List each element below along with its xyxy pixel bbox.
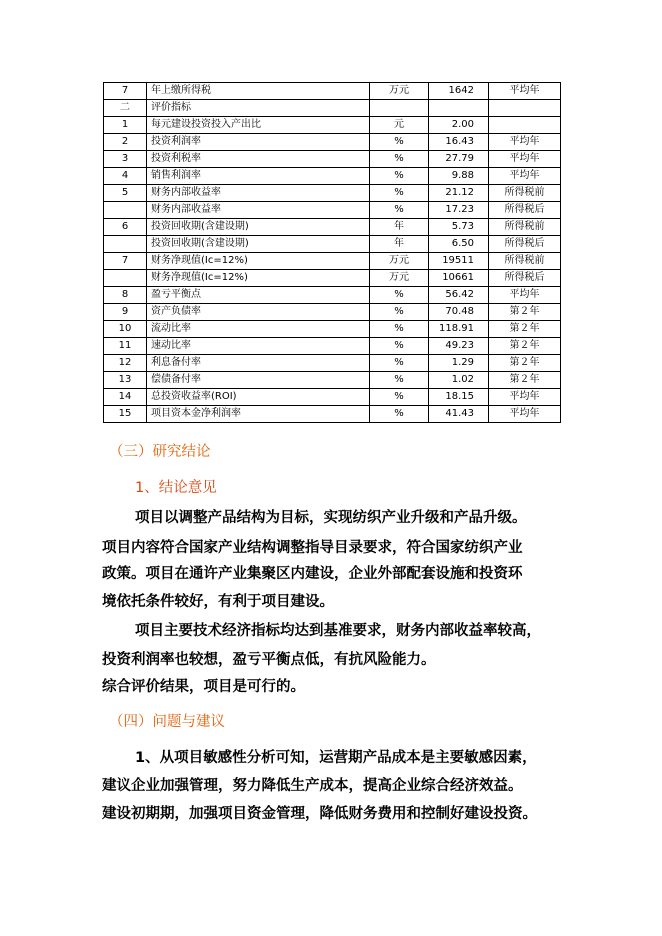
table-row (104, 406, 561, 423)
table-row (104, 287, 561, 304)
unit-cell: 年 (370, 219, 429, 236)
para-1-line-1: 项目以调整产品结构为目标，实现纺织产业升级和产品升级。 (135, 510, 527, 526)
note-cell: 第２年 (489, 372, 561, 389)
indicator-name: 项目资本金净利润率 (147, 406, 370, 423)
value-cell: 1642 (429, 83, 489, 100)
indicator-name: 速动比率 (147, 338, 370, 355)
indicator-name: 投资回收期(含建设期) (147, 219, 370, 236)
row-number: 2 (104, 134, 147, 151)
note-cell (489, 117, 561, 134)
unit-cell: % (370, 321, 429, 338)
unit-cell: % (370, 355, 429, 372)
row-number (104, 202, 147, 219)
note-cell: 所得税前 (489, 253, 561, 270)
value-cell (429, 100, 489, 117)
value-cell: 49.23 (429, 338, 489, 355)
para-1-line-3: 政策。项目在通许产业集聚区内建设，企业外部配套设施和投资环 (102, 566, 523, 582)
para-3: 综合评价结果，项目是可行的。 (102, 679, 305, 695)
note-cell: 平均年 (489, 151, 561, 168)
note-cell: 平均年 (489, 134, 561, 151)
unit-cell: % (370, 134, 429, 151)
table-row (104, 117, 561, 134)
value-cell: 9.88 (429, 168, 489, 185)
indicator-name: 流动比率 (147, 321, 370, 338)
value-cell: 10661 (429, 270, 489, 287)
row-number: 8 (104, 287, 147, 304)
indicator-name: 偿债备付率 (147, 372, 370, 389)
value-cell: 18.15 (429, 389, 489, 406)
row-number: 13 (104, 372, 147, 389)
indicator-name: 投资利税率 (147, 151, 370, 168)
table-row (104, 236, 561, 253)
unit-cell (370, 100, 429, 117)
table-row (104, 304, 561, 321)
para-4-line-3: 建设初期期，加强项目资金管理，降低财务费用和控制好建设投资。 (102, 806, 537, 822)
indicator-name: 利息备付率 (147, 355, 370, 372)
indicator-name: 财务内部收益率 (147, 185, 370, 202)
value-cell: 1.02 (429, 372, 489, 389)
value-cell: 118.91 (429, 321, 489, 338)
indicator-table (103, 82, 561, 423)
section-3-title: （三）研究结论 (109, 444, 211, 460)
note-cell (489, 100, 561, 117)
note-cell: 所得税前 (489, 219, 561, 236)
row-number (104, 236, 147, 253)
unit-cell: % (370, 389, 429, 406)
indicator-name: 财务净现值(Ic=12%) (147, 253, 370, 270)
para-4-line-1: 1、从项目敏感性分析可知，运营期产品成本是主要敏感因素， (135, 750, 537, 766)
note-cell: 平均年 (489, 168, 561, 185)
value-cell: 17.23 (429, 202, 489, 219)
indicator-name: 资产负债率 (147, 304, 370, 321)
row-number: 7 (104, 253, 147, 270)
unit-cell: % (370, 151, 429, 168)
value-cell: 1.29 (429, 355, 489, 372)
table-row (104, 202, 561, 219)
row-number: 1 (104, 117, 147, 134)
row-number: 4 (104, 168, 147, 185)
indicator-name: 年上缴所得税 (147, 83, 370, 100)
table-row (104, 168, 561, 185)
note-cell: 平均年 (489, 83, 561, 100)
para-1-line-4: 境依托条件较好，有利于项目建设。 (102, 594, 334, 610)
value-cell: 5.73 (429, 219, 489, 236)
unit-cell: % (370, 287, 429, 304)
row-number: 二 (104, 100, 147, 117)
para-4-line-2: 建议企业加强管理，努力降低生产成本，提高企业综合经济效益。 (102, 778, 523, 794)
note-cell: 平均年 (489, 389, 561, 406)
note-cell: 第２年 (489, 304, 561, 321)
unit-cell: 年 (370, 236, 429, 253)
indicator-name: 财务净现值(Ic=12%) (147, 270, 370, 287)
unit-cell: % (370, 202, 429, 219)
value-cell: 70.48 (429, 304, 489, 321)
table-row (104, 338, 561, 355)
value-cell: 19511 (429, 253, 489, 270)
row-number: 7 (104, 83, 147, 100)
para-1-line-2: 项目内容符合国家产业结构调整指导目录要求，符合国家纺织产业 (102, 540, 523, 556)
note-cell: 所得税后 (489, 270, 561, 287)
row-number (104, 270, 147, 287)
table-row (104, 219, 561, 236)
table-row (104, 321, 561, 338)
value-cell: 16.43 (429, 134, 489, 151)
value-cell: 27.79 (429, 151, 489, 168)
indicator-name: 投资利润率 (147, 134, 370, 151)
unit-cell: % (370, 168, 429, 185)
row-number: 10 (104, 321, 147, 338)
row-number: 6 (104, 219, 147, 236)
value-cell: 21.12 (429, 185, 489, 202)
value-cell: 41.43 (429, 406, 489, 423)
table-row (104, 100, 561, 117)
note-cell: 第２年 (489, 321, 561, 338)
row-number: 15 (104, 406, 147, 423)
note-cell: 平均年 (489, 287, 561, 304)
section-4-title: （四）问题与建议 (109, 714, 225, 730)
table-row (104, 83, 561, 100)
indicator-name: 每元建设投资投入产出比 (147, 117, 370, 134)
indicator-name: 总投资收益率(ROI) (147, 389, 370, 406)
para-2-line-2: 投资利润率也较想，盈亏平衡点低，有抗风险能力。 (102, 652, 436, 668)
unit-cell: % (370, 304, 429, 321)
unit-cell: 万元 (370, 83, 429, 100)
row-number: 3 (104, 151, 147, 168)
para-2-line-1: 项目主要技术经济指标均达到基准要求，财务内部收益率较高， (135, 623, 541, 639)
note-cell: 所得税前 (489, 185, 561, 202)
unit-cell: 万元 (370, 270, 429, 287)
row-number: 14 (104, 389, 147, 406)
row-number: 12 (104, 355, 147, 372)
indicator-name: 销售利润率 (147, 168, 370, 185)
note-cell: 第２年 (489, 338, 561, 355)
unit-cell: 万元 (370, 253, 429, 270)
note-cell: 所得税后 (489, 236, 561, 253)
note-cell: 第２年 (489, 355, 561, 372)
indicator-name: 评价指标 (147, 100, 370, 117)
unit-cell: % (370, 372, 429, 389)
table-row (104, 372, 561, 389)
note-cell: 所得税后 (489, 202, 561, 219)
value-cell: 2.00 (429, 117, 489, 134)
table-row (104, 355, 561, 372)
unit-cell: % (370, 185, 429, 202)
table-row (104, 151, 561, 168)
table-row (104, 253, 561, 270)
section-3-subtitle: 1、结论意见 (135, 480, 217, 496)
row-number: 11 (104, 338, 147, 355)
unit-cell: 元 (370, 117, 429, 134)
indicator-name: 投资回收期(含建设期) (147, 236, 370, 253)
value-cell: 6.50 (429, 236, 489, 253)
value-cell: 56.42 (429, 287, 489, 304)
table-row (104, 185, 561, 202)
row-number: 5 (104, 185, 147, 202)
indicator-name: 财务内部收益率 (147, 202, 370, 219)
table-row (104, 134, 561, 151)
note-cell: 平均年 (489, 406, 561, 423)
table-row (104, 389, 561, 406)
row-number: 9 (104, 304, 147, 321)
indicator-name: 盈亏平衡点 (147, 287, 370, 304)
unit-cell: % (370, 406, 429, 423)
table-row (104, 270, 561, 287)
unit-cell: % (370, 338, 429, 355)
